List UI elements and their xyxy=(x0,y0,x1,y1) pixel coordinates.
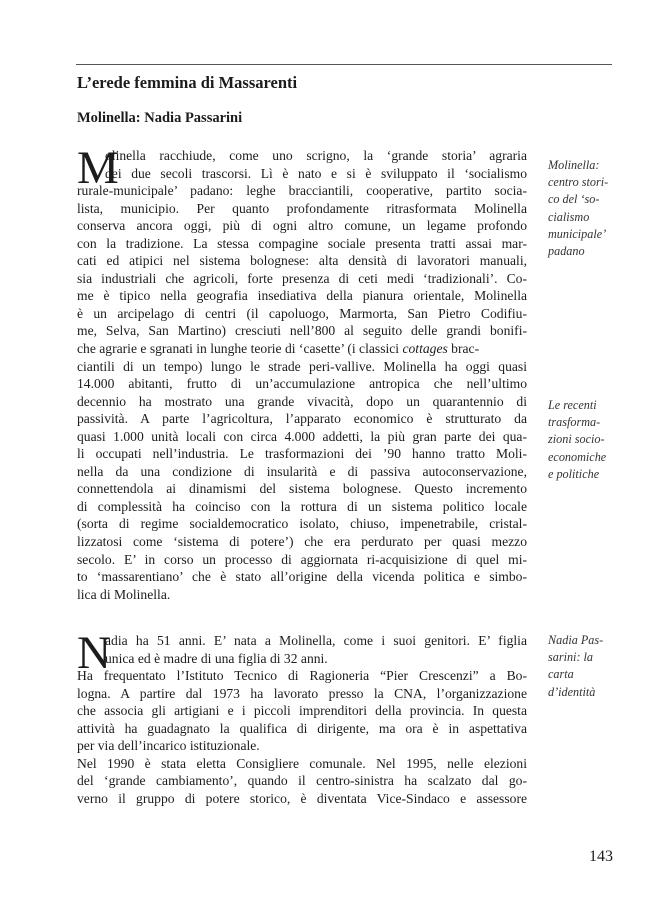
margin-note-line: padano xyxy=(548,244,585,259)
text-line: sia industriali che agricoli, forte presenza di ceti medi ‘tradizionali’. Co- xyxy=(77,270,527,286)
text-line: ciantili di un tempo) lungo le strade peri-vallive. Molinella ha oggi quasi xyxy=(77,358,527,374)
text-line: è un arcipelago di centri (il capoluogo, Marmorta, San Pietro Codifiu- xyxy=(77,305,527,321)
dropcap: N xyxy=(77,627,111,679)
italic-word: cottages xyxy=(402,341,448,357)
margin-note-line: economiche xyxy=(548,449,607,464)
margin-note-line: zioni socio- xyxy=(548,432,605,447)
margin-note-line: trasforma- xyxy=(548,415,601,430)
text-line: connettendola ai dinamismi del sistema bolognese. Questo incremento xyxy=(77,481,527,497)
margin-note-line: d’identità xyxy=(548,684,596,699)
text-fragment: che agrarie e sgranati in lunghe teorie di ‘casette’ (i classici xyxy=(77,341,403,357)
section-molinella-text xyxy=(77,142,527,603)
text-line: passività. A parte l’agricoltura, l’apparato economico è strutturato da xyxy=(77,411,527,427)
text-line: verno il gruppo di potere storico, è diventata Vice-Sindaco e assessore xyxy=(77,790,527,806)
text-fragment: brac- xyxy=(447,341,480,357)
text-line: rurale-municipale’ padano: leghe bracciantili, cooperative, partito socia- xyxy=(77,183,527,199)
text-line: conserva ancora oggi, più di ogni altro comune, un legame profondo xyxy=(77,218,527,234)
text-line: nella da una condizione di insularità e di passiva autoconservazione, xyxy=(77,463,527,479)
margin-note-line: e politiche xyxy=(548,466,600,481)
text-line: lista, municipio. Per quanto profondamente ritrasformata Molinella xyxy=(77,200,527,216)
dropcap: M xyxy=(77,142,119,194)
text-line: lica di Molinella. xyxy=(77,586,171,602)
text-line: logna. A partire dal 1973 ha lavorato presso la CNA, l’organizzazione xyxy=(77,685,527,701)
text-line: me, Selva, San Martino) cresciuti nell’800 al seguito delle grandi bonifi- xyxy=(77,323,527,339)
text-line: me è tipico nella geografia insediativa della pianura orientale, Molinella xyxy=(77,288,527,304)
header-rule xyxy=(76,64,612,65)
text-line: che associa gli artigiani e i piccoli imprenditori della provincia. In questa xyxy=(77,703,527,719)
chapter-title: L’erede femmina di Massarenti xyxy=(77,73,298,92)
margin-note-line: Le recenti xyxy=(548,398,597,412)
text-line: (sorta di regime socialdemocratico isolato, chiuso, impenetrabile, cristal- xyxy=(77,516,527,532)
margin-note-line: carta xyxy=(548,667,574,682)
text-line: 14.000 abitanti, frutto di un’accumulazione antropica che nell’ultimo xyxy=(77,376,527,392)
page-number: 143 xyxy=(589,848,613,865)
margin-note-line: Nadia Pas- xyxy=(548,633,604,647)
text-line: cati ed atipici nel sistema bolognese: alta densità di lavoratori manuali, xyxy=(77,253,527,269)
text-line: decennio ha mostrato una grande vivacità, dopo un quarantennio di xyxy=(77,393,527,409)
text-line: attività ha guadagnato la qualifica di dirigente, ma ora è in aspettativa xyxy=(77,720,527,736)
text-line xyxy=(77,340,527,358)
text-line: li occupati nell’industria. Le trasformazioni dei ’90 hanno tratto Moli- xyxy=(77,446,527,462)
text-line: unica ed è madre di una figlia di 32 anni. xyxy=(105,650,328,666)
section-subtitle: Molinella: Nadia Passarini xyxy=(77,110,243,126)
text-line: Nel 1990 è stata eletta Consigliere comunale. Nel 1995, nelle elezioni xyxy=(77,755,527,771)
text-line: olinella racchiude, come uno scrigno, la ‘grande storia’ agraria xyxy=(105,148,527,163)
text-line: con la tradizione. La stessa compagine sociale presenta tratti assai mar- xyxy=(77,235,527,251)
margin-note-line: cialismo xyxy=(548,209,590,224)
margin-note-molinella xyxy=(548,157,620,260)
margin-note-transformations xyxy=(548,397,620,483)
text-line: del ‘grande cambiamento’, quando il centro-sinistra ha scalzato dal go- xyxy=(77,773,527,789)
margin-note-line: co del ‘so- xyxy=(548,192,600,207)
text-line: di complessità ha coinciso con la rottura di un sistema politico locale xyxy=(77,498,527,514)
text-line: secolo. E’ in corso un processo di aggiornata ri-acquisizione di quel mi- xyxy=(77,551,527,567)
text-line: per via dell’incarico istituzionale. xyxy=(77,738,260,754)
text-line: adia ha 51 anni. E’ nata a Molinella, come i suoi genitori. E’ figlia xyxy=(105,633,527,648)
text-line: dei due secoli trascorsi. Lì è nato e si è sviluppato il ‘socialismo xyxy=(105,165,527,181)
margin-note-line: centro stori- xyxy=(548,175,609,190)
margin-note-identity xyxy=(548,632,620,701)
text-line: Ha frequentato l’Istituto Tecnico di Ragioneria “Pier Crescenzi” a Bo- xyxy=(77,668,527,684)
margin-note-line: sarini: la xyxy=(548,650,594,665)
section-nadia-text xyxy=(77,627,527,807)
text-line: quasi 1.000 unità locali con circa 4.000 addetti, la più gran parte dei qua- xyxy=(77,428,527,444)
text-line: to ‘massarentiano’ che è stato all’origine della vicenda politica e simbo- xyxy=(77,569,527,585)
margin-note-line: Molinella: xyxy=(548,158,600,172)
text-line: lizzatosi come ‘sistema di potere’) che era perdurato per quasi mezzo xyxy=(77,534,527,550)
margin-note-line: municipale’ xyxy=(548,226,607,241)
